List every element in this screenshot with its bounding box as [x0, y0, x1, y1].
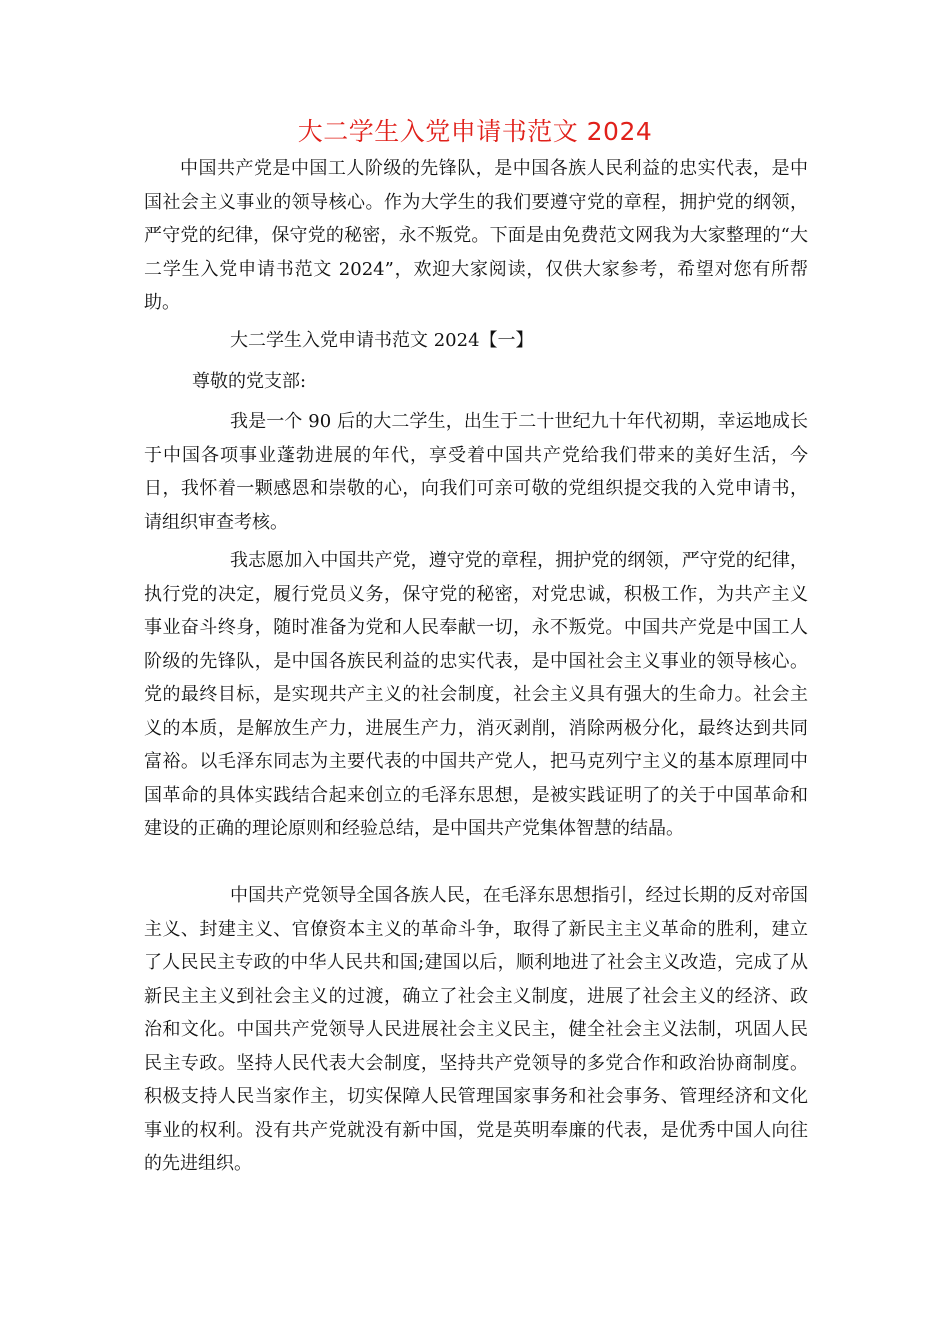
salutation: 尊敬的党支部: [192, 371, 307, 392]
section-heading: 大二学生入党申请书范文 2024【一】 [230, 330, 534, 351]
document-title: 大二学生入党申请书范文 2024 [297, 117, 653, 146]
body-paragraph-2: 我志愿加入中国共产党，遵守党的章程，拥护党的纲领，严守党的纪律，执行党的决定，履行党员义务，保守党的秘密，对党忠诚，积极工作，为共产主义事业奋斗终身，随时准备为党和人民奉献一切，永不叛党。中国共产党是中国工人阶级的先锋队，是中国各族民利益的忠实代表，是中国社会主义事业的领导核心。党的最终目标，是实现共产主义的社会制度，社会主义具有强大的生命力。社会主义的本质，是解放生产力，进展生产力，消灭剥削，消除两极分化，最终达到共同富裕。以毛泽东同志为主要代表的中国共产党人，把马克列宁主义的基本原理同中国革命的具体实践结合起来创立的毛泽东思想，是被实践证明了的关于中国革命和建设的正确的理论原则和经验总结，是中国共产党集体智慧的结晶。 [144, 550, 808, 839]
body-paragraph-1: 我是一个 90 后的大二学生，出生于二十世纪九十年代初期，幸运地成长于中国各项事业蓬勃进展的年代，享受着中国共产党给我们带来的美好生活，今日，我怀着一颗感恩和崇敬的心，向我们可亲可敬的党组织提交我的入党申请书，请组织审查考核。 [144, 411, 808, 533]
intro-paragraph: 中国共产党是中国工人阶级的先锋队，是中国各族人民利益的忠实代表，是中国社会主义事业的领导核心。作为大学生的我们要遵守党的章程，拥护党的纲领，严守党的纪律，保守党的秘密，永不叛党。下面是由免费范文网我为大家整理的“大二学生入党申请书范文 2024”，欢迎大家阅读，仅供大家参考，希望对您有所帮助。 [144, 158, 808, 313]
body-paragraph-3: 中国共产党领导全国各族人民，在毛泽东思想指引，经过长期的反对帝国主义、封建主义、官僚资本主义的革命斗争，取得了新民主主义革命的胜利，建立了人民民主专政的中华人民共和国;建国以后，顺利地进了社会主义改造，完成了从新民主主义到社会主义的过渡，确立了社会主义制度，进展了社会主义的经济、政治和文化。中国共产党领导人民进展社会主义民主，健全社会主义法制，巩固人民民主专政。坚持人民代表大会制度，坚持共产党领导的多党合作和政治协商制度。积极支持人民当家作主，切实保障人民管理国家事务和社会事务、管理经济和文化事业的权利。没有共产党就没有新中国，党是英明奉廉的代表，是优秀中国人向往的先进组织。 [144, 885, 808, 1174]
